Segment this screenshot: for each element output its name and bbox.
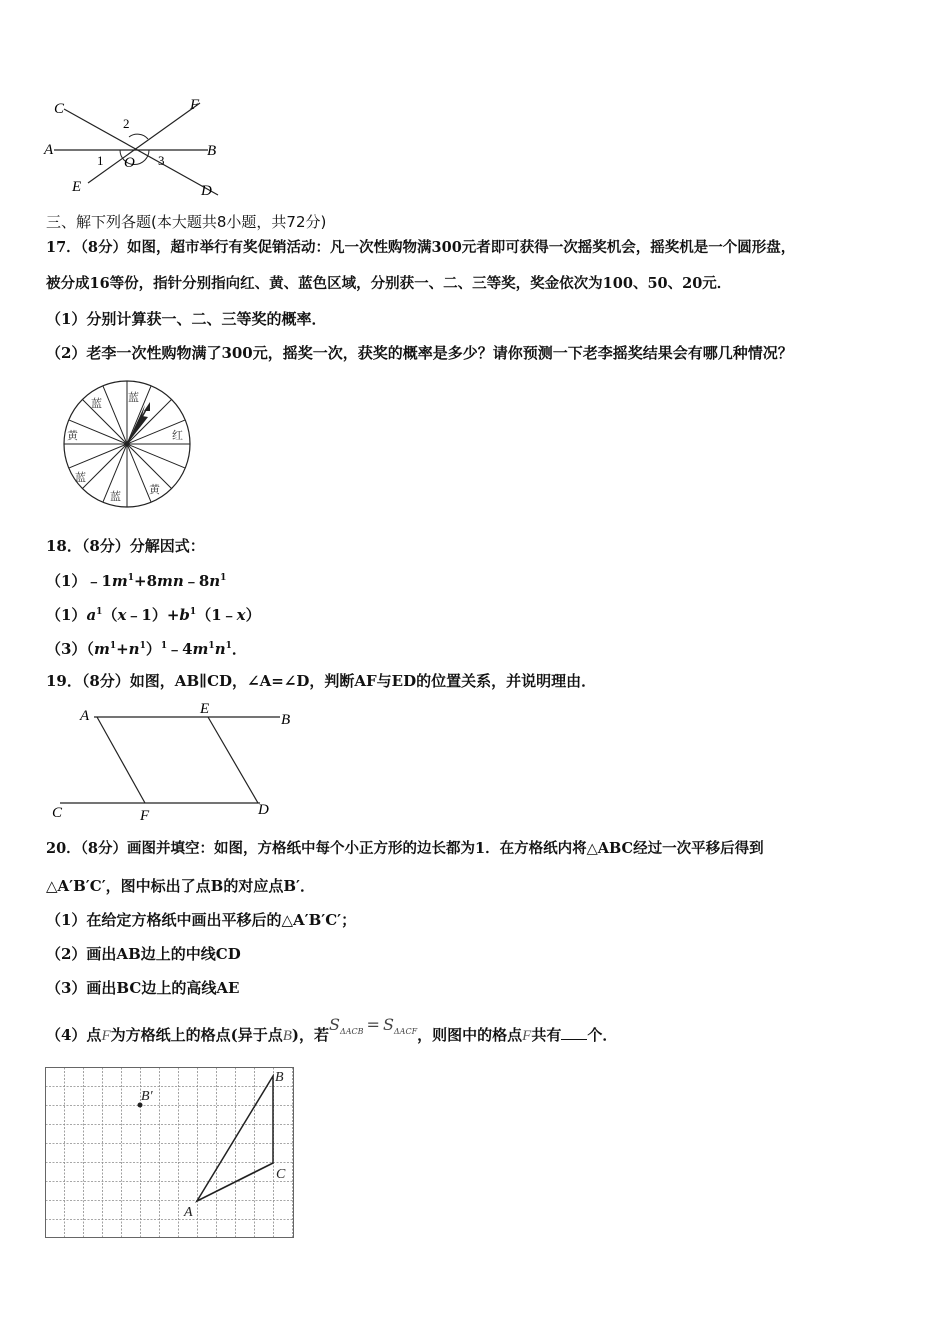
- q18-p3-m2: m: [192, 640, 209, 658]
- parallel-lines-figure: [48, 700, 308, 825]
- q18-p1-n: n: [209, 572, 221, 590]
- q18-p1-mn: mn: [157, 572, 184, 590]
- q20-sub2: （2）画出AB边上的中线CD: [46, 945, 241, 963]
- q18-p3-mid: ﹣4: [167, 640, 193, 658]
- q20-sub4: [46, 1015, 618, 1055]
- q17-sub2: （2）老李一次性购物满了300元，摇奖一次，获奖的概率是多少？请你预测一下老李摇奖结果会有哪几种情况？: [46, 344, 793, 362]
- q19-text: 19．（8分）如图，AB∥CD，∠A=∠D，判断AF与ED的位置关系，并说明理由．: [46, 672, 597, 690]
- q19-label-c: C: [52, 805, 63, 821]
- angle-1-label: 1: [97, 153, 104, 168]
- grid-label-b-prime: B′: [141, 1089, 153, 1104]
- q18-p3-n2: n: [214, 640, 226, 658]
- area-equals: =: [366, 1015, 380, 1034]
- q18-p3-rp: ）: [145, 640, 161, 658]
- q18-p1-m: m: [111, 572, 128, 590]
- grid-label-b: B: [275, 1070, 284, 1085]
- q18-p3-n: n: [128, 640, 140, 658]
- label-b: B: [207, 143, 217, 159]
- q18-p1-exp1: 1: [127, 573, 135, 583]
- wheel-label-yellow-2: 黄: [149, 483, 160, 496]
- area-s1-subscript: ΔACB: [339, 1027, 364, 1037]
- q18-p2-mid2: （1﹣: [196, 606, 237, 624]
- q17-line2: 被分成16等份，指针分别指向红、黄、蓝色区域，分别获一、二、三等奖，奖金依次为100、50、20元．: [46, 275, 732, 292]
- q18-p2-exp1: 1: [96, 607, 103, 617]
- q20-line1: 20．（8分）画图并填空：如图，方格纸中每个小正方形的边长都为1．在方格纸内将△ABC经过一次平移后得到: [46, 840, 764, 857]
- q18-p1-minus: ﹣8: [183, 572, 210, 590]
- q18-title: 18．（8分）分解因式：: [46, 537, 205, 555]
- q20-sub4-f: F: [101, 1028, 111, 1044]
- q18-p1-prefix: （1）﹣1: [46, 572, 112, 590]
- section-title: 三、解下列各题(本大题共8小题，共72分): [46, 213, 327, 231]
- q19-label-a: A: [80, 708, 90, 724]
- q18-p2-x2: x: [236, 606, 246, 624]
- wheel-label-blue-1: 蓝: [91, 397, 102, 410]
- q18-part2: [46, 602, 261, 625]
- q18-p2-a: a: [86, 606, 97, 624]
- q18-part3: [46, 636, 247, 659]
- q19-label-d: D: [258, 802, 269, 818]
- q18-p2-exp2: 1: [189, 607, 197, 617]
- q20-line2: △A′B′C′，图中标出了点B的对应点B′．: [46, 877, 315, 895]
- q18-p3-plus: +: [116, 640, 129, 658]
- q18-p3-end: ．: [231, 640, 247, 658]
- label-o: O: [124, 155, 135, 171]
- spinner-wheel-figure: [58, 378, 198, 513]
- q18-p3-exp2: 1: [139, 641, 146, 651]
- area-s1-symbol: S: [329, 1015, 340, 1034]
- q18-p3-exp4: 1: [208, 641, 215, 651]
- area-s1: [329, 1015, 418, 1037]
- q20-sub4-f-end: 个．: [587, 1026, 618, 1044]
- wheel-label-blue-4: 蓝: [110, 490, 121, 503]
- angle-2-label: 2: [123, 116, 130, 131]
- wheel-label-blue-3: 蓝: [75, 471, 86, 484]
- q19-label-b: B: [281, 712, 291, 728]
- grid-label-a: A: [184, 1205, 193, 1220]
- grid-label-c: C: [276, 1167, 286, 1182]
- q20-sub4-b: 为方格纸上的格点(异于点: [110, 1026, 283, 1044]
- q20-sub4-f2: F: [522, 1028, 532, 1044]
- grid-paper-figure: [44, 1066, 300, 1242]
- intersecting-lines-figure: [40, 95, 230, 205]
- label-f: F: [190, 97, 200, 113]
- wheel-label-yellow-1: 黄: [67, 429, 78, 442]
- label-c: C: [54, 101, 65, 117]
- q19-label-e: E: [200, 701, 210, 717]
- q17-line1: 17．（8分）如图，超市举行有奖促销活动：凡一次性购物满300元者即可获得一次摇奖机会，摇奖机是一个圆形盘，: [46, 239, 796, 256]
- q20-sub4-b-point: B: [282, 1028, 292, 1044]
- q20-sub3: （3）画出BC边上的高线AE: [46, 979, 240, 997]
- answer-blank[interactable]: [561, 1025, 587, 1040]
- q20-sub4-e: 共有: [531, 1026, 562, 1044]
- q18-p2-end: ）: [245, 606, 261, 624]
- area-s2-symbol: S: [382, 1015, 394, 1034]
- q18-p3-exp3: 1: [160, 641, 168, 651]
- q20-sub4-a: （4）点: [46, 1026, 102, 1044]
- q18-p2-prefix: （1）: [46, 606, 87, 624]
- q17-sub1: （1）分别计算获一、二、三等奖的概率．: [46, 310, 327, 328]
- q20-sub4-d: ，则图中的格点: [417, 1026, 523, 1044]
- q18-p3-exp1: 1: [109, 641, 117, 651]
- wheel-label-blue-2: 蓝: [128, 391, 139, 404]
- q19-label-f: F: [140, 808, 150, 824]
- q18-p3-prefix: （3）（: [46, 640, 94, 658]
- q18-p2-x1: x: [117, 606, 127, 624]
- q18-part1: [46, 568, 226, 591]
- q18-p1-exp2: 1: [220, 573, 227, 583]
- q18-p2-b: b: [179, 606, 190, 624]
- q20-sub1: （1）在给定方格纸中画出平移后的△A′B′C′；: [46, 911, 357, 929]
- label-e: E: [72, 179, 82, 195]
- q20-sub4-c: )，若: [291, 1026, 329, 1044]
- angle-3-label: 3: [158, 153, 165, 168]
- q18-p3-m: m: [93, 640, 110, 658]
- wheel-label-red: 红: [172, 429, 183, 442]
- q18-p1-mid: +8: [134, 572, 158, 590]
- area-s2-subscript: ΔACF: [393, 1027, 418, 1037]
- label-a: A: [44, 142, 54, 158]
- q18-p2-mid1: ﹣1）+: [126, 606, 180, 624]
- label-d: D: [201, 183, 212, 199]
- q18-p3-exp5: 1: [225, 641, 232, 651]
- q18-p2-lp: （: [102, 606, 118, 624]
